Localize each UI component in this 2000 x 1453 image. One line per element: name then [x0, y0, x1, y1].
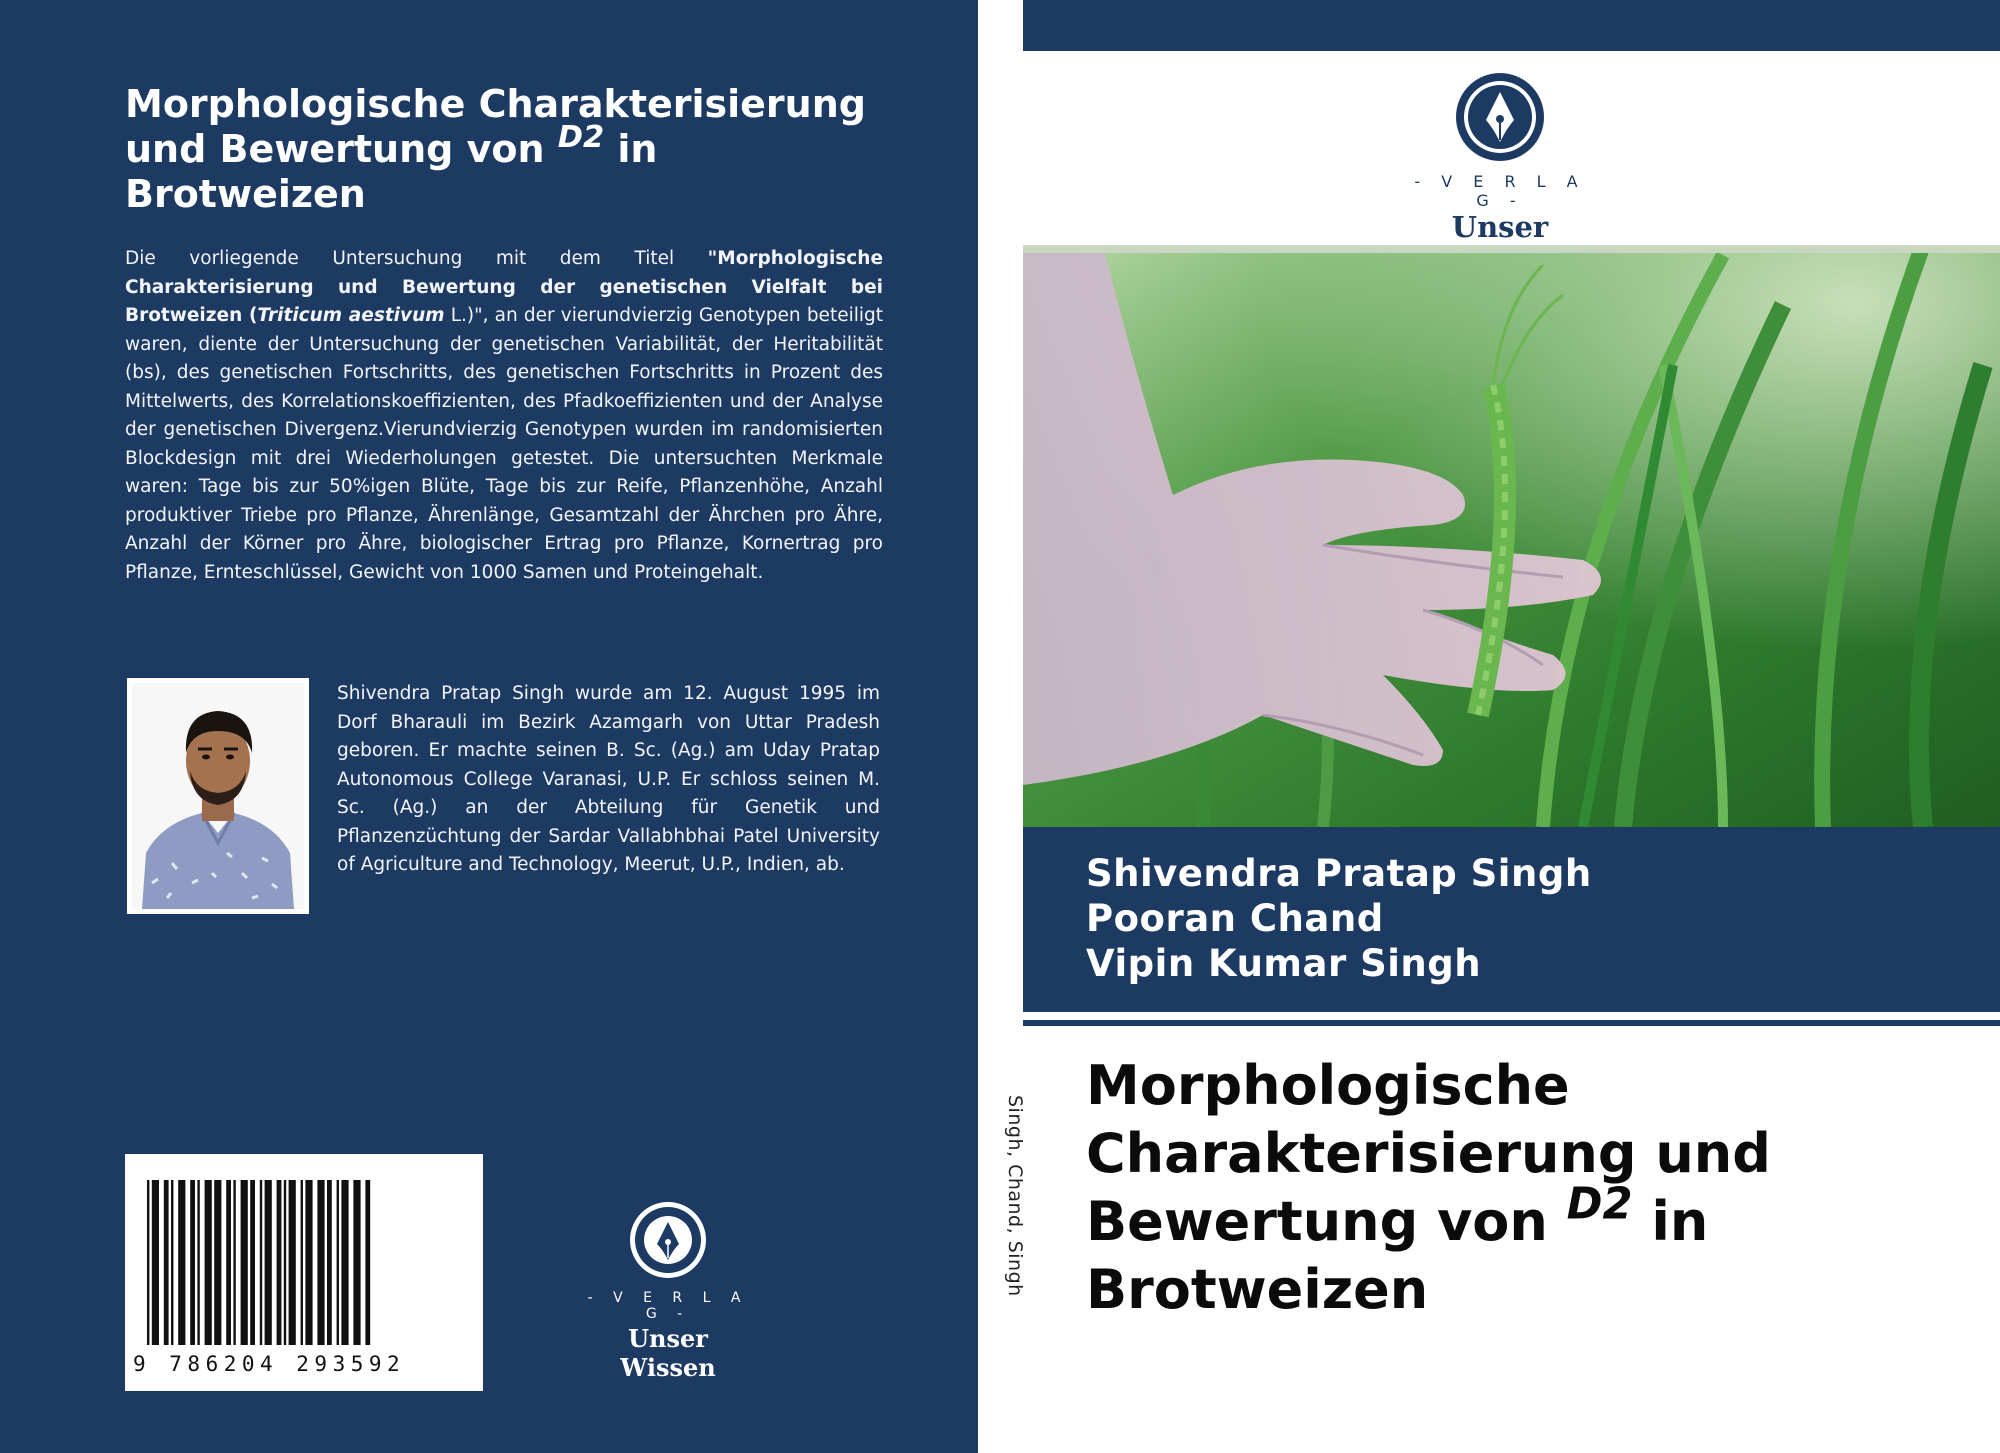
barcode-bar — [284, 1180, 286, 1345]
barcode-bar — [171, 1180, 173, 1345]
cover-photo-image — [1023, 245, 2000, 827]
cover-photo-wheat-hand — [1023, 245, 2000, 827]
author-name: Pooran Chand — [1086, 897, 1384, 940]
isbn-number: 9 786204 293592 — [133, 1352, 406, 1376]
barcode-bar — [365, 1180, 370, 1345]
spine-authors: Singh, Chand, Singh — [1004, 1095, 1026, 1297]
front-top-bar — [1023, 0, 2000, 51]
publisher-logo-front — [1400, 72, 1600, 244]
barcode-bar — [265, 1180, 272, 1345]
barcode-bar — [317, 1180, 324, 1345]
publisher-logo-back — [585, 1200, 751, 1382]
barcode-bar — [214, 1180, 221, 1345]
barcode-bar — [241, 1180, 248, 1345]
barcode-bar — [226, 1180, 231, 1345]
barcode-bar — [305, 1180, 312, 1345]
barcode-bar — [301, 1180, 303, 1345]
barcode-bar — [289, 1180, 296, 1345]
publisher-verlag-label: - V E R L A G - — [1414, 172, 1586, 210]
front-title: Morphologische Charakterisierung und Bewertung von $^{D2}$ in Brotweizen — [1086, 1054, 1771, 1321]
barcode-bar — [197, 1180, 199, 1345]
barcode-bar — [147, 1180, 149, 1345]
barcode-bar — [205, 1180, 212, 1345]
author-bio: Shivendra Pratap Singh wurde am 12. August 1995 im Dorf Bharauli im Bezirk Azamgarh von Uttar Pradesh geboren. Er machte seinen B. Sc. (Ag.) am Uday Pratap Autonomous College Varanasi, U.P. Er schloss seinen M. Sc. (Ag.) an der Abteilung für Genetik und Pflanzenzüchtung der Sardar Vallabhbhai Patel University of Agriculture and Technology, Meerut, U.P., Indien, ab. — [337, 683, 880, 875]
author-photo — [127, 678, 309, 914]
barcode-bar — [178, 1180, 185, 1345]
pen-nib-icon — [585, 1200, 751, 1280]
publisher-name: Unser — [1451, 210, 1549, 244]
pen-nib-icon — [1400, 72, 1600, 162]
barcode-bar — [260, 1180, 262, 1345]
barcode-bar — [277, 1180, 282, 1345]
author-name: Shivendra Pratap Singh — [1086, 852, 1592, 895]
publisher-name: Unser Wissen — [620, 1324, 716, 1382]
back-abstract: Die vorliegende Untersuchung mit dem Titel "Morphologische Charakterisierung und Bewertung der genetischen Vielfalt bei Brotweizen (Triticum aestivum L.)", an der vierundvierzig Genotypen beteiligt waren, diente der Untersuchung der genetischen Variabilität, der Heritabilität (bs), des genetischen Fortschritts, des genetischen Fortschritts in Prozent des Mittelwerts, des Korrelationskoeffizienten, des Pfadkoeffizienten und der Analyse der genetischen Divergenz.Vierundvierzig Genotypen wurden im randomisierten Blockdesign mit drei Wiederholungen getestet. Die untersuchten Merkmale waren: Tage bis zur 50%igen Blüte, Tage bis zur Reife, Pflanzenhöhe, Anzahl produktiver Triebe pro Pflanze, Ährenlänge, Gesamtzahl der Ährchen pro Ähre, Anzahl der Körner pro Ähre, biologischer Ertrag pro Pflanze, Kornertrag pro Pflanze, Ernteschlüssel, Gewicht von 1000 Samen und Proteingehalt. — [125, 248, 883, 583]
author-name: Vipin Kumar Singh — [1086, 942, 1482, 985]
authors-divider-line — [1023, 1020, 2000, 1026]
barcode-bar — [341, 1180, 348, 1345]
publisher-verlag-label: - V E R L A G - — [587, 1290, 749, 1322]
barcode-bar — [337, 1180, 339, 1345]
back-cover — [0, 0, 978, 1453]
barcode-bar — [250, 1180, 255, 1345]
isbn-barcode — [125, 1154, 483, 1391]
back-title: Morphologische Charakterisierung und Bewertung von $^{D2}$ in Brotweizen — [125, 82, 866, 216]
barcode-bar — [164, 1180, 169, 1345]
barcode-bar — [233, 1180, 235, 1345]
author-portrait-image — [132, 683, 304, 909]
barcode-bar — [190, 1180, 195, 1345]
barcode-bar — [353, 1180, 360, 1345]
cover-photo-top-line — [1023, 245, 2000, 253]
barcode-bar — [152, 1180, 159, 1345]
barcode-bar — [327, 1180, 332, 1345]
